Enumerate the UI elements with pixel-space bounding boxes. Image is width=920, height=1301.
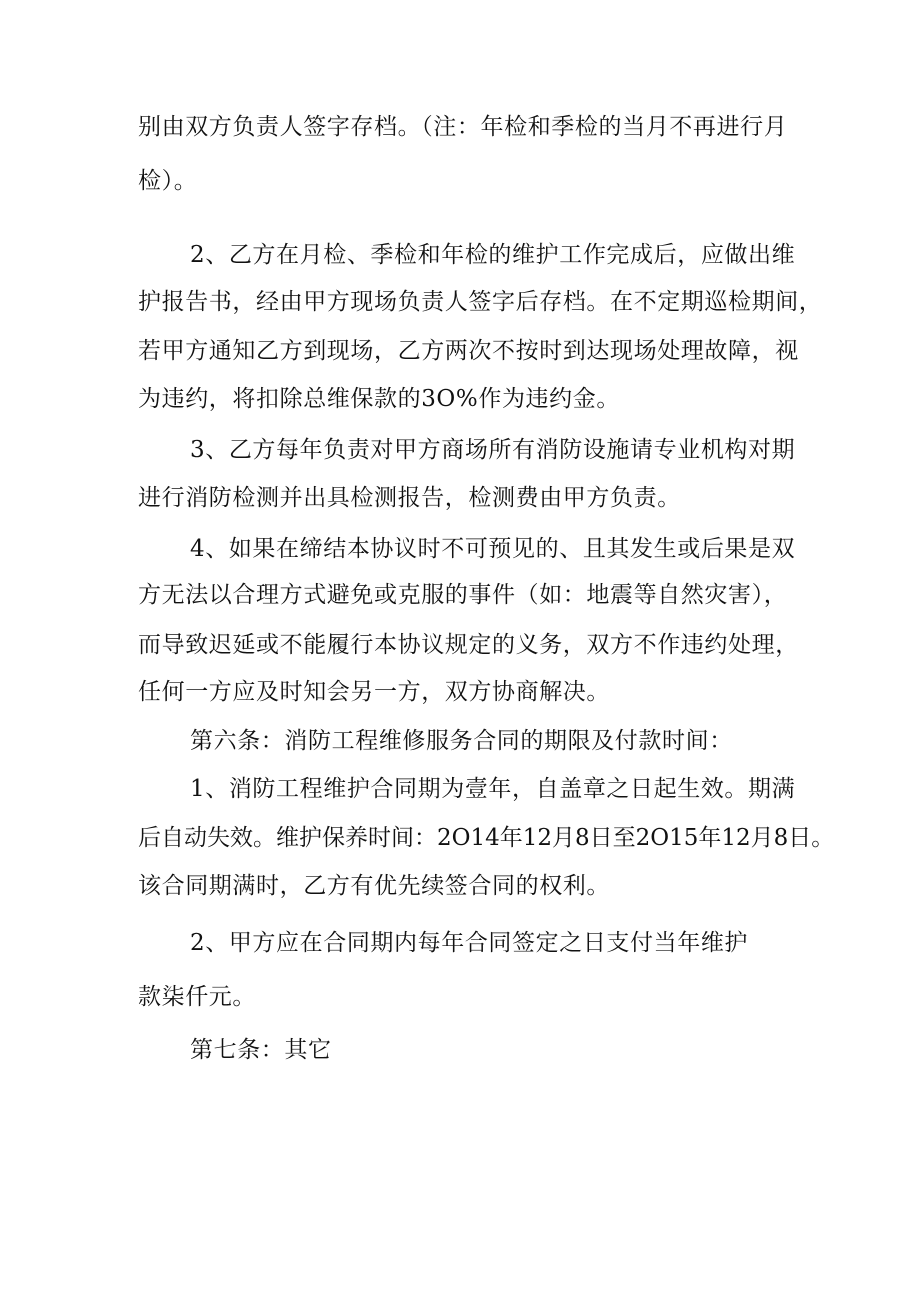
text-line-3: 2、乙方在月检、季检和年检的维护工作完成后，应做出维 (190, 242, 796, 268)
text-line-1: 别由双方负责人签字存档。（注：年检和季检的当月不再进行月 (138, 114, 788, 140)
text-line-18: 款柒仟元。 (138, 984, 256, 1010)
text-line-7: 3、乙方每年负责对甲方商场所有消防设施请专业机构对期 (190, 437, 796, 463)
text-line-4: 护报告书，经由甲方现场负责人签字后存档。在不定期巡检期间， (138, 289, 823, 315)
text-line-6: 为违约，将扣除总维保款的3O%作为违约金。 (138, 386, 620, 412)
section-heading-7: 第七条：其它 (190, 1037, 332, 1063)
text-line-12: 任何一方应及时知会另一方，双方协商解决。 (138, 679, 610, 705)
text-line-10: 方无法以合理方式避免或克服的事件（如：地震等自然灾害）， (138, 582, 788, 608)
text-line-11: 而导致迟延或不能履行本协议规定的义务，双方不作违约处理， (138, 632, 799, 658)
text-line-2: 检）。 (138, 168, 198, 194)
text-line-17: 2、甲方应在合同期内每年合同签定之日支付当年维护 (190, 930, 749, 956)
text-line-16: 该合同期满时，乙方有优先续签合同的权利。 (138, 873, 610, 899)
section-heading-6: 第六条：消防工程维修服务合同的期限及付款时间： (190, 728, 733, 754)
text-line-9: 4、如果在缔结本协议时不可预见的、且其发生或后果是双 (190, 536, 796, 562)
text-line-15: 后自动失效。维护保养时间：2O14年12月8日至2O15年12月8日。 (138, 825, 835, 851)
text-line-5: 若甲方通知乙方到现场，乙方两次不按时到达现场处理故障，视 (138, 338, 799, 364)
text-line-8: 进行消防检测并出具检测报告，检测费由甲方负责。 (138, 485, 681, 511)
text-line-14: 1、消防工程维护合同期为壹年，自盖章之日起生效。期满 (190, 776, 796, 802)
